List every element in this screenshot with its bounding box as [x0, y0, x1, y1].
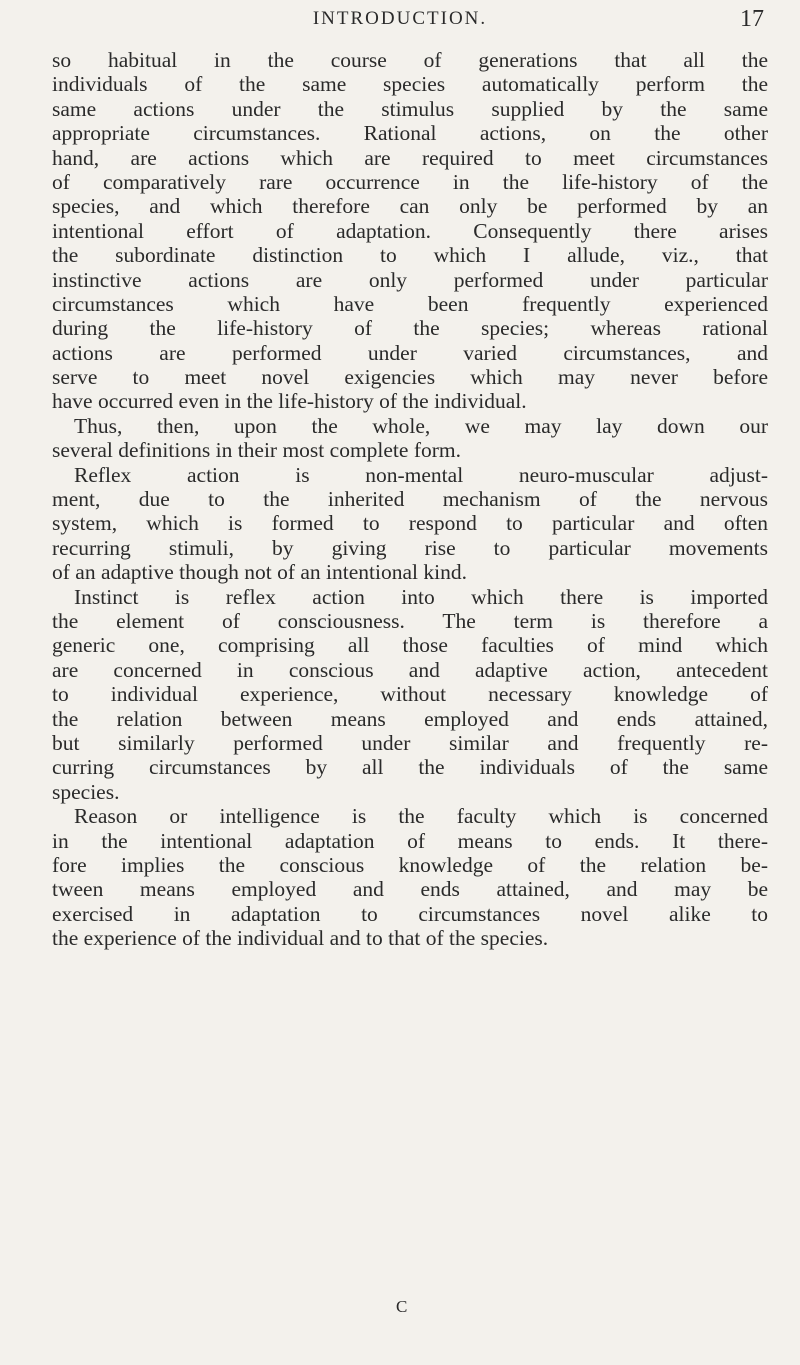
- paragraph-1: [52, 48, 768, 414]
- text-line: but similarly performed under similar and frequently re-: [52, 730, 768, 755]
- text-line: instinctive actions are only performed under particular: [52, 267, 768, 292]
- paragraph-3: [52, 463, 768, 585]
- text-line: appropriate circumstances. Rational actions, on the other: [52, 121, 768, 146]
- text-line: of an adaptive though not of an intentional kind.: [52, 560, 467, 585]
- text-line: intentional effort of adaptation. Consequently there arises: [52, 218, 768, 243]
- text-line: Reflex action is non-mental neuro-muscular adjust-: [74, 462, 768, 487]
- text-line: the subordinate distinction to which I allude, viz., that: [52, 243, 768, 268]
- text-line: actions are performed under varied circumstances, and: [52, 340, 768, 365]
- text-line: curring circumstances by all the individuals of the same: [52, 755, 768, 780]
- text-line: of comparatively rare occurrence in the life-history of the: [52, 169, 768, 194]
- text-line: to individual experience, without necessary knowledge of: [52, 682, 768, 707]
- text-line: fore implies the conscious knowledge of the relation be-: [52, 852, 768, 877]
- running-head: [0, 8, 800, 36]
- text-line: recurring stimuli, by giving rise to particular movements: [52, 535, 768, 560]
- text-line: same actions under the stimulus supplied by the same: [52, 96, 768, 121]
- signature-mark: C: [396, 1297, 408, 1316]
- text-line: hand, are actions which are required to meet circumstances: [52, 145, 768, 170]
- text-line: the relation between means employed and ends attained,: [52, 706, 768, 731]
- text-line: serve to meet novel exigencies which may never before: [52, 365, 768, 390]
- text-line: have occurred even in the life-history of the individual.: [52, 389, 527, 414]
- text-line: the experience of the individual and to that of the species.: [52, 926, 549, 951]
- text-line: during the life-history of the species; whereas rational: [52, 316, 768, 341]
- text-line: Instinct is reflex action into which there is imported: [74, 584, 768, 609]
- paragraph-2: [52, 414, 768, 463]
- running-title: INTRODUCTION.: [312, 8, 488, 29]
- text-line: ment, due to the inherited mechanism of the nervous: [52, 487, 768, 512]
- text-line: so habitual in the course of generations that all the: [52, 48, 768, 72]
- text-line: are concerned in conscious and adaptive action, antecedent: [52, 657, 768, 682]
- text-line: system, which is formed to respond to particular and often: [52, 511, 768, 536]
- paragraph-4: [52, 585, 768, 805]
- text-line: individuals of the same species automatically perform the: [52, 72, 768, 97]
- text-line: the element of consciousness. The term is therefore a: [52, 608, 768, 633]
- body-text: [52, 48, 768, 950]
- text-line: species.: [52, 779, 120, 804]
- text-line: generic one, comprising all those faculties of mind which: [52, 633, 768, 658]
- text-line: several definitions in their most complete form.: [52, 438, 461, 463]
- text-line: in the intentional adaptation of means to ends. It there-: [52, 828, 768, 853]
- text-line: circumstances which have been frequently experienced: [52, 291, 768, 316]
- text-line: Reason or intelligence is the faculty which is concerned: [74, 804, 768, 829]
- page-number: 17: [740, 6, 764, 32]
- text-line: Thus, then, upon the whole, we may lay down our: [74, 413, 768, 438]
- paragraph-5: [52, 804, 768, 950]
- text-line: exercised in adaptation to circumstances novel alike to: [52, 901, 768, 926]
- text-line: species, and which therefore can only be performed by an: [52, 194, 768, 219]
- text-line: tween means employed and ends attained, and may be: [52, 877, 768, 902]
